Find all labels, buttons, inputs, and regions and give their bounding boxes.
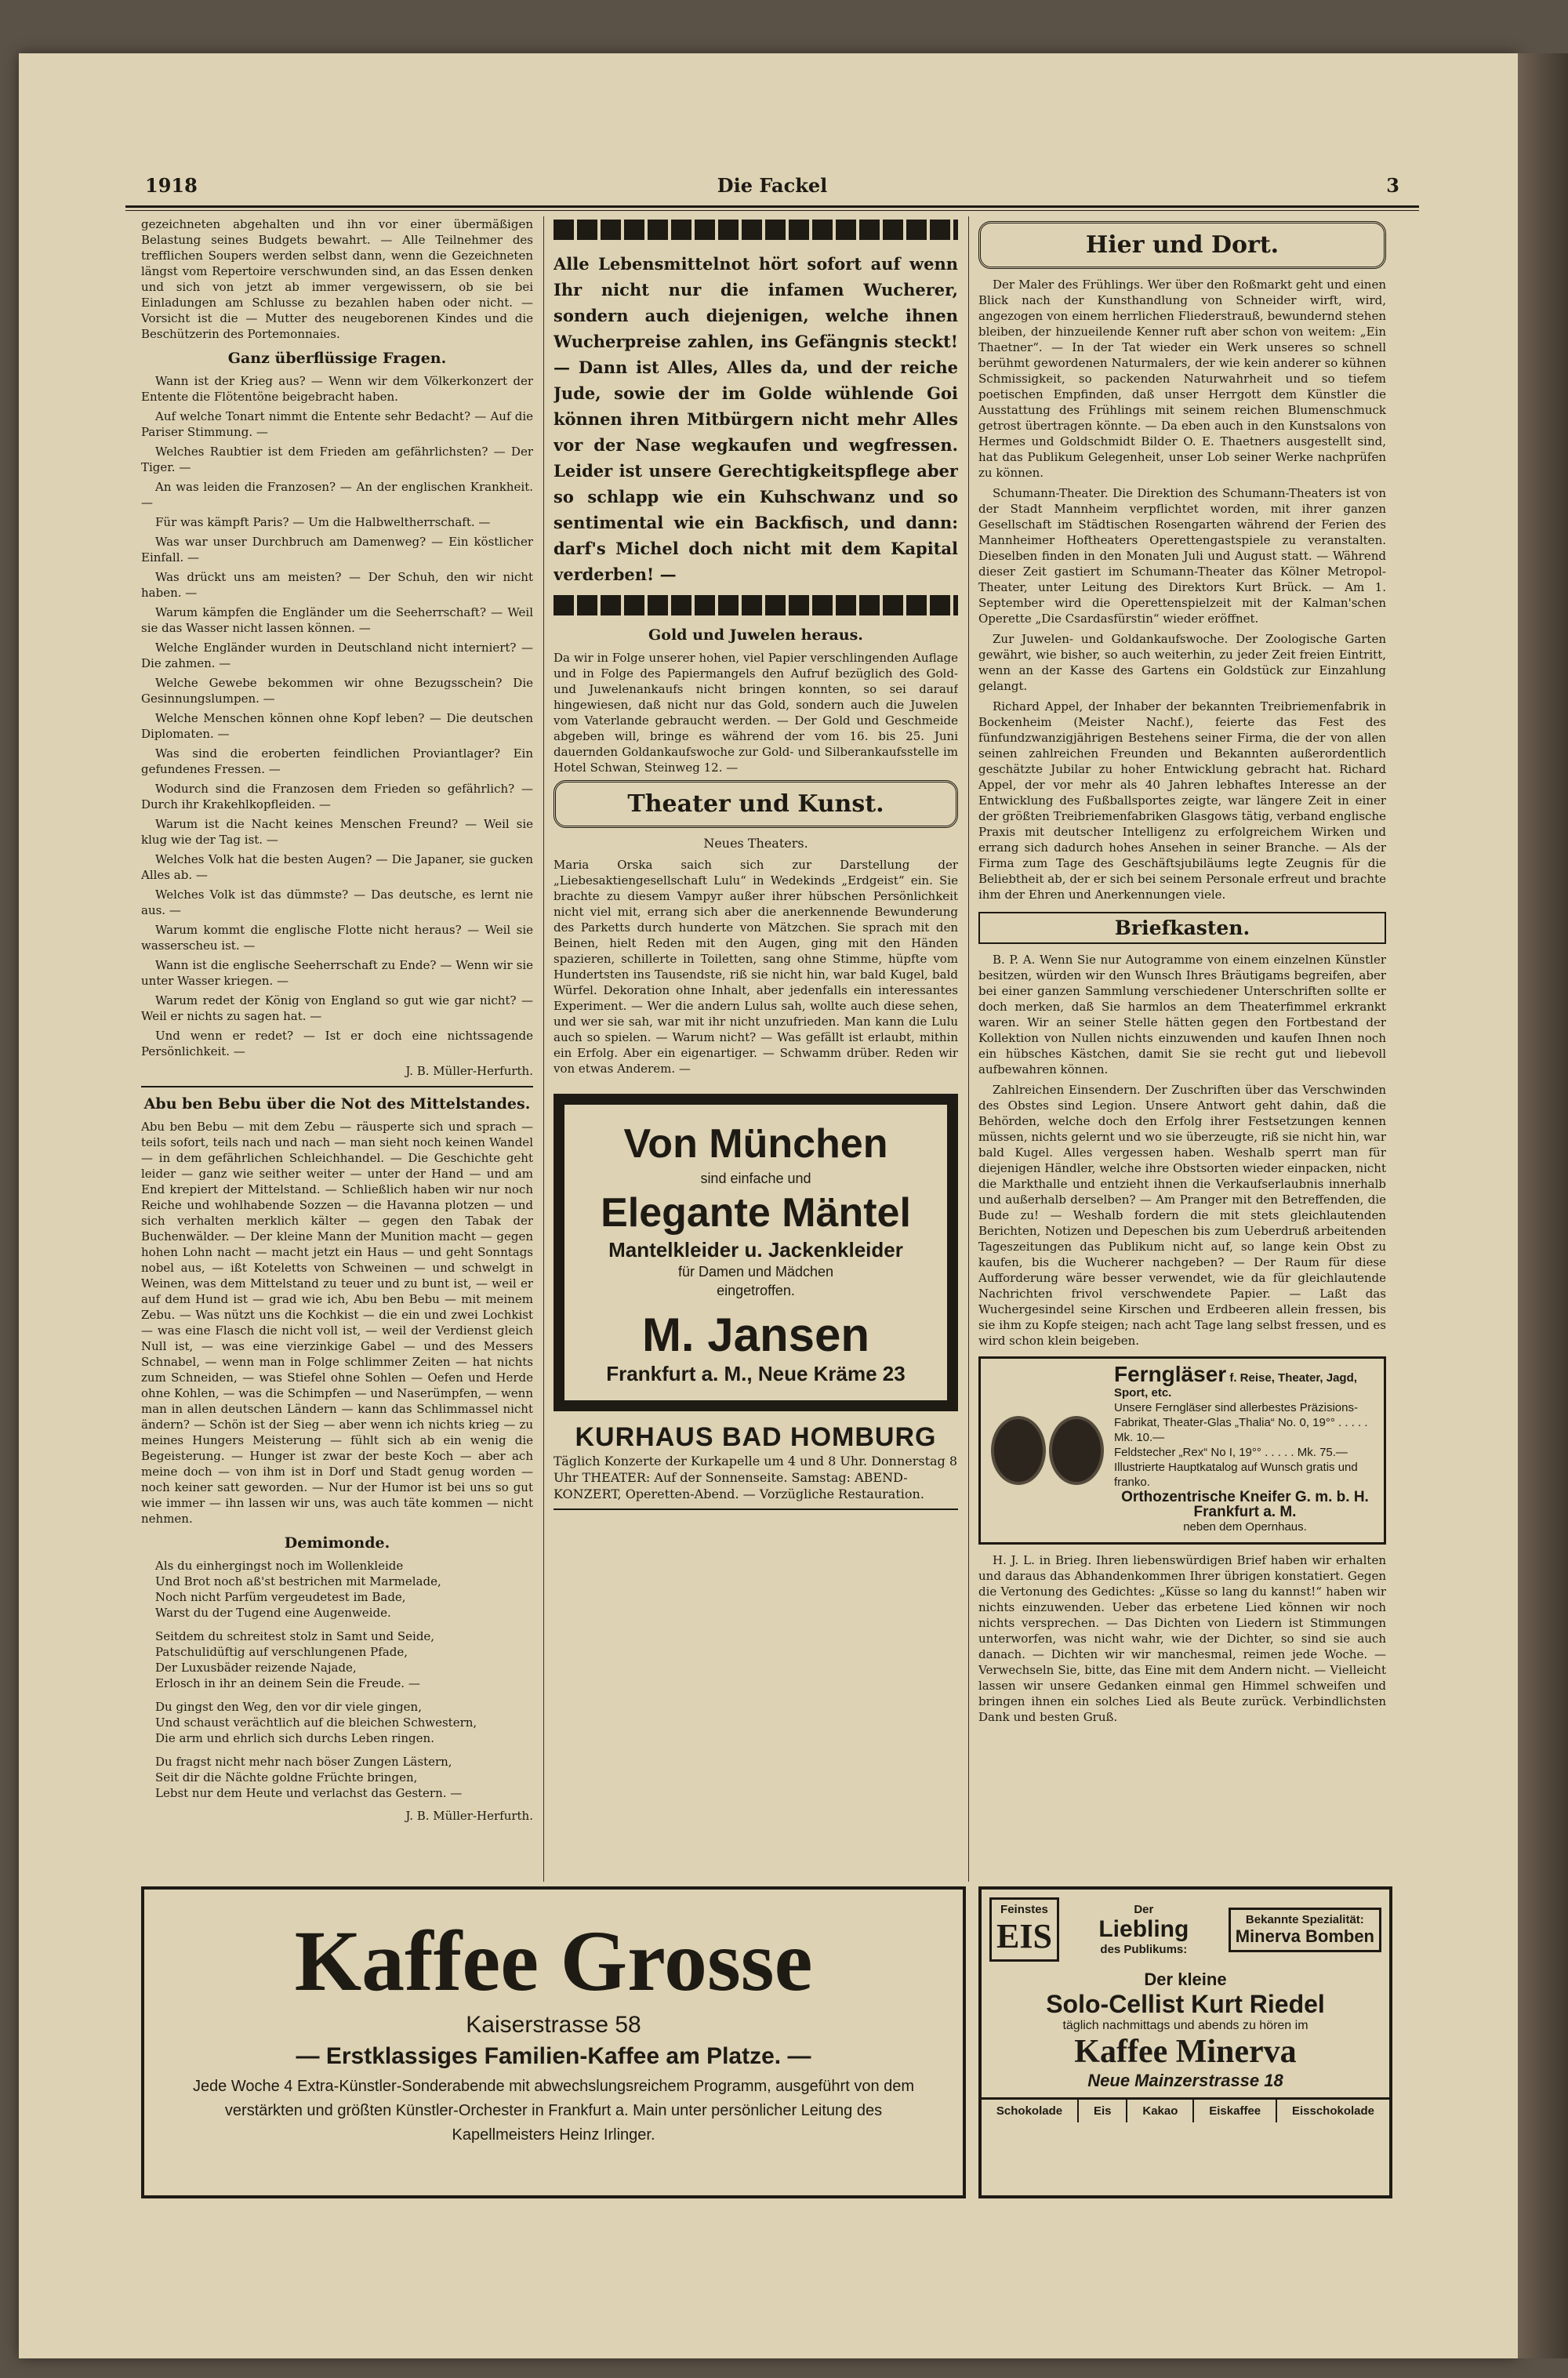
product-item: Schokolade <box>982 2100 1079 2122</box>
ad-text: täglich nachmittags und abends zu hören im <box>1062 2019 1308 2032</box>
page-header <box>145 174 1399 201</box>
ad-top-row <box>982 1890 1389 1970</box>
ad-address: Neue Mainzerstrasse 18 <box>1087 2071 1283 2090</box>
ad-text: des Publikums: <box>1100 1943 1188 1956</box>
ad-text: Mantelkleider u. Jackenkleider <box>608 1238 903 1262</box>
poem-title: Demimonde. <box>284 1534 390 1552</box>
header-rule <box>125 205 1419 208</box>
ad-slogan: — Erstklassiges Familien-Kaffee am Platze. — <box>296 2043 811 2069</box>
ad-text: eingetroffen. <box>717 1283 795 1298</box>
spezialitaet-box <box>1229 1908 1381 1952</box>
fragen-item: Welches Volk ist das dümmste? — Das deutsche, es lernt nie aus. — <box>141 888 533 917</box>
article-intro: gezeichneten abgehalten und ihn vor einer übermäßigen Belastung seines Budgets bewahrt. — Alle Teilnehmer des trefflichen Soupers werden selbst dann, wenn die Gezeichneten längst vom Repertoire verschwunden sind, an das Essen denken und sich von jetzt ab immer vergewissern, ob sie bei Einladungen am Schlusse zu bezahlen haben oder nicht. — Vorsicht ist die — Mutter des neugeborenen Kindes und die Beschützerin des Portemonnaies. <box>141 217 533 341</box>
paragraph: H. J. L. in Brieg. Ihren liebenswürdigen Brief haben wir erhalten und daraus das Abhandenkommen Ihrer übrigen konstatiert. Gegen die Vertonung des Gedichtes: „Küsse so lang du kannst!“ haben wir nichts einzuwenden. Ueber das erbetene Lied können wir noch nichts versprechen. — Das Dichten von Liedern ist Stimmungen unterworfen, was nicht wahr, wie der Dichter, so sind sie auch danach. — Dichten wir wir manchesmal, reimen jede Woche. — Verwechseln Sie, bitte, das Eine mit dem Andern nicht. — Vielleicht lassen wir unsere Gedanken einmal gen Himmel schweifen und bringen ihnen ein solches Lied als Beute zurück. Verbindlichsten Dank und besten Gruß. <box>978 1553 1386 1724</box>
author-signature: J. B. Müller-Herfurth. <box>405 1809 533 1823</box>
column-3 <box>978 216 1386 1883</box>
article-paragraph <box>978 485 1386 626</box>
fragen-item: Für was kämpft Paris? — Um die Halbweltherrschaft. — <box>155 515 491 529</box>
article-theater: Maria Orska saich sich zur Darstellung der „Liebesaktiengesellschaft Lulu“ in Wedekinds „Erdgeist“ ein. Sie brachte zu diesem Vampyr außer ihrer hübschen Persönlichkeit nicht viel mit, errang sich aber die anerkennende Bewunderung des Parketts durch hunderte von Mätzchen. Sie sprach mit den Beinen, hielt Reden mit den Augen, ging mit den Händen spazieren, schillerte in Toiletten, sang ohne Stimme, hüpfte vom Hundertsten ins Tausendste, riß sie nicht hin, war bald Kugel, bald Würfel. Dekoration ohne Inhalt, aber jedenfalls ein interessantes Experiment. — Wer die andern Lulus sah, wollte auch diese sehen, und wer sie sah, war mit ihr nicht unzufrieden. Man kann die Lulu auch so spielen. — Warum nicht? — Was gefällt ist erlaubt, mithin ein Erfolg. Aber ein eigenartiger. — Schwamm drüber. Reden wir von etwas Anderem. — <box>554 858 958 1076</box>
ad-headline: Ferngläser <box>1114 1362 1227 1386</box>
product-item: Kakao <box>1127 2100 1194 2122</box>
section-title-hier: Hier und Dort. <box>978 221 1386 269</box>
ad-kaffee-minerva <box>978 1886 1392 2198</box>
ad-company-name: M. Jansen <box>641 1309 870 1361</box>
fragen-item: Warum ist die Nacht keines Menschen Freund? — Weil sie klug wie der Tag ist. — <box>141 817 533 847</box>
ad-text: Bekannte Spezialität: <box>1245 1912 1364 1926</box>
paragraph: Richard Appel, der Inhaber der bekannten Treibriemenfabrik in Bockenheim (Meister Nachf.), feierte das Fest des fünfundzwanzigjährigen Bestehens seiner Firma, die der von allen seinen zahlreichen Freunden und Bekannten außerordentlich geschätzte Jubilar zu hoher Entwicklung gebracht hat. Richard Appel, der vor mehr als 40 Jahren lebhaftes Interesse an der Entwicklung des Fußballsportes zeigte, war längere Zeit in einer der größten Treibriemenfabriken Glasgows tätig, verband englische Praxis mit deutscher Intelligenz zu erfolgreichem Wirken und errang sich dadurch hohes Ansehen in seiner Branche. — Als der Firma zum Tage des Geschäftsjubiläums legte Zeugnis für die Beliebtheit ab, der er sich bei seinem Personale erfreut und brachte ihm der Ehren und Anerkennungen viele. <box>978 699 1386 902</box>
page-content <box>125 118 1419 2266</box>
product-item: Eisschokolade <box>1291 2104 1375 2118</box>
ad-text: Feinstes <box>1000 1903 1048 1916</box>
fragen-item: Warum kommt die englische Flotte nicht heraus? — Weil sie wasserscheu ist. — <box>141 923 533 953</box>
paragraph: B. P. A. Wenn Sie nur Autogramme von einem einzelnen Künstler besitzen, würden wir den Wunsch Ihres Bräutigams begreifen, aber bei einer ganzen Sammlung verschiedener Unterschriften sollte er doch merken, daß Sie harmlos an dem Theaterfimmel erkrankt waren. Wir an seiner Stelle hätten gegen den Fortbestand der Kollektion von Nullen nichts einzuwenden und kaufen Ihnen noch ein hübsches Kästchen, damit Sie sie recht gut und liebevoll aufbewahren können. <box>978 953 1386 1076</box>
column-2 <box>554 216 958 1883</box>
article-paragraph <box>978 277 1386 481</box>
ad-headline: KURHAUS BAD HOMBURG <box>575 1422 937 1452</box>
fragen-item: Welche Menschen können ohne Kopf leben? — Die deutschen Diplomaten. — <box>141 711 533 741</box>
column-divider <box>968 216 969 1882</box>
ad-text: Feldstecher „Rex“ No I, 19°° . . . . . Mk. 75.— <box>1114 1446 1348 1459</box>
ad-address: Frankfurt a. M., Neue Kräme 23 <box>606 1362 906 1385</box>
ad-address: neben dem Opernhaus. <box>1183 1520 1307 1534</box>
fragen-item: An was leiden die Franzosen? — An der englischen Krankheit. — <box>141 480 533 510</box>
poem-stanza: Als du einhergingst noch im Wollenkleide Und Brot noch aß'st bestrichen mit Marmelade, Noch nicht Parfüm vergeudetest im Bade, Warst du der Tugend eine Augenweide. <box>155 1559 441 1620</box>
ornament-bar <box>554 595 958 615</box>
article-bebu: Abu ben Bebu — mit dem Zebu — räusperte sich und sprach — teils sofort, teils nach und nach — man sieht noch keinen Wandel — in dem gefährlichen Schleichhandel. — Die Geschichte geht leider — ganz wie seither weiter — unter der Hand — und am End krepiert der Mittelstand. — Schließlich haben wir nur noch Reiche und wohlhabende Sozzen — die Havanna plotzen — und sich verhalten merklich kälter — gegen den Tabak der Buchenwälder. — Der kleine Mann der Munition macht — gegen hohen Lohn nacht — macht jetzt ein Haus — und geht Sonntags nobel aus, — ißt Koteletts von Schweinen — und schwelgt in Weinen, was dem Mittelstand zu teuer und zu bunt ist, — weil er auf dem Hund ist — grad wie ich, Abu ben Bebu — mit meinem Zebu. — Was nützt uns die Kochkist — die ein und zwei Lochkist — was eine Flasch die nicht voll ist, — weil der Verdienst gleich Null ist, — was eine vierzinkige Gabel — und des Messers Schnabel, — wenn man in Folge schlimmer Zeiten — hat nichts zum Schneiden, — was Stiefel ohne Sohlen — Oefen und Herde ohne Kohlen, — was die Schimpfen — und Naserümpfen, — wenn man in allen deutschen Ländern — kann das Schlimmassel nicht ändern? — Schön ist der Sieg — aber wenn ich nichts krieg — zu meines Hungers Meisterung — fühlt sich ab ein wenig die Begeisterung. — Hunger ist zwar der beste Koch — aber ach meine doch — von ihm ist in Dorf und Stadt genug worden — noch keiner satt geworden. — Nur der Humor ist bei uns so gut wie immer — ihn lassen wir uns, was auch täte kommen — nicht nehmen. <box>141 1120 533 1526</box>
fragen-item: Wann ist die englische Seeherrschaft zu Ende? — Wenn wir sie unter Wasser kriegen. — <box>141 958 533 988</box>
article-paragraph <box>978 952 1386 1077</box>
ad-headline: Von München <box>623 1121 888 1167</box>
ad-text: Illustrierte Hauptkatalog auf Wunsch gratis und franko. <box>1114 1461 1358 1489</box>
binoculars-icon <box>989 1367 1106 1534</box>
column-divider <box>543 216 544 1882</box>
poem-stanza: Seitdem du schreitest stolz in Samt und Seide, Patschulidüftig auf verschlungenen Pfade, Der Luxusbäder reizende Najade, Erlosch in ihr an deinem Sein die Freude. — <box>155 1629 435 1690</box>
paragraph: Zur Juwelen- und Goldankaufswoche. Der Zoologische Garten gewährt, wie bisher, so auch weiterhin, zu jeder Zeit freien Eintritt, wenn an der Kasse des Gartens ein Goldstück zur Einzahlung gelangt. <box>978 632 1386 693</box>
ad-fernglaeser <box>978 1356 1386 1545</box>
ad-headline: Liebling <box>1098 1916 1189 1942</box>
ad-text-block <box>1114 1362 1376 1534</box>
ad-headline: EIS <box>996 1917 1052 1955</box>
ad-headline: Kaffee Grosse <box>294 1913 813 2009</box>
ad-company-name: Kaffee Minerva <box>1074 2034 1297 2070</box>
header-page-number: 3 <box>1386 174 1399 197</box>
section-title-theater: Theater und Kunst. <box>554 780 958 828</box>
article-title-bebu: Abu ben Bebu über die Not des Mittelstandes. <box>143 1095 531 1113</box>
notice-lebensmittelnot: Alle Lebensmittelnot hört sofort auf wenn Ihr nicht nur die infamen Wucherer, sondern auch diejenigen, welche ihnen Wucherpreise zahlen, ins Gefängnis steckt! — Dann ist Alles, Alles da, und der reiche Jude, sowie der im Golde wühlende Goi können ihren Mitbürgern nicht mehr Alles vor der Nase wegkaufen und wegfressen. Leider ist unsere Gerechtigkeitspflege aber so schlapp wie ein Kuhschwanz und so sentimental wie ein Backfisch, und dann: darf's Michel doch nicht mit dem Kapital verderben! — <box>554 254 958 584</box>
article-title-fragen: Ganz überflüssige Fragen. <box>227 350 447 367</box>
ad-kaffee-grosse <box>141 1886 966 2198</box>
ornament-bar <box>554 220 958 240</box>
fragen-item: Welche Gewebe bekommen wir ohne Bezugsschein? Die Gesinnungslumpen. — <box>141 676 533 706</box>
fragen-item: Und wenn er redet? — Ist er doch eine nichtssagende Persönlichkeit. — <box>141 1029 533 1058</box>
fragen-item: Wodurch sind die Franzosen dem Frieden so gefährlich? — Durch ihr Krakehlkopfleiden. — <box>141 782 533 811</box>
fragen-item: Was sind die eroberten feindlichen Proviantlager? Ein gefundenes Fressen. — <box>141 746 533 776</box>
ad-text: sind einfache und <box>700 1171 811 1186</box>
paragraph: Zahlreichen Einsendern. Der Zuschriften über das Verschwinden des Obstes sind Legion. Unsere Antwort geht dahin, daß die Behörden, welche doch den Erfolg ihrer Festsetzungen kennen müssen, nichts gelernt und wo sie überzeugte, riß sie nicht hin, war bald Kugel. Alles vergessen haben. Weshalb sperrt man für diejenigen Händler, welche ihre Obstsorten wieder einpacken, nicht die Markthalle und entzieht ihnen die Verkaufserlaubnis innerhalb und außerhalb derselben? — Am Pranger mit den Betreffenden, die Bude zu! — Weshalb fordern die mit stets gleichlautenden Berichten, Notizen und Depeschen bis zum Ueberdruß arbeitenden Tageszeitungen das Publikum nicht auf, so lange kein Obst zu kaufen, bis die Wucherer nachgeben? — Der Raum für diese Aufforderung wäre besser verwendet, wie da für gleichlautende Nachrichten frivol verschwendete Papier. — Laßt das Wuchergesindel seine Kirschen und Erdbeeren allein fressen, bis sie ihm zu Kopfe steigen; nach acht Tage lang selbst fressen, und es wird schon klein beigeben. <box>978 1083 1386 1348</box>
product-item: Eis <box>1079 2100 1127 2122</box>
paragraph: Schumann-Theater. Die Direktion des Schumann-Theaters ist von der Stadt Mannheim verpflichtet worden, mit ihrer ganzen Gesellschaft im Städtischen Rosengarten während der Ferien des Mannheimer Hoftheaters Operettengastspiele zu veranstalten. Dieselben finden in den Monaten Juli und August statt. — Während dieser Zeit gastiert im Schumann-Theater das Kölner Metropol-Theater, unter Leitung des Direktors Kurt Brück. — Am 1. September wird die Operettenspielzeit mit der Kalman'schen Operette „Die Csardasfürstin“ wieder eröffnet. <box>978 486 1386 626</box>
subsection-title: Neues Theaters. <box>703 836 808 851</box>
eis-box <box>989 1897 1059 1962</box>
fragen-item: Auf welche Tonart nimmt die Entente sehr Bedacht? — Auf die Pariser Stimmung. — <box>141 409 533 439</box>
lens-shape <box>991 1416 1046 1485</box>
header-rule-thin <box>125 210 1419 211</box>
article-gold: Da wir in Folge unserer hohen, viel Papier verschlingenden Auflage und in Folge des Papiermangels den Aufruf bezüglich des Gold- und Juwelenankaufs nicht bringen konnten, so sei darauf hingewiesen, daß nicht nur das Gold, sondern auch die Juwelen vom Vaterlande gebraucht werden. — Der Gold und Geschmeide abgeben will, bringe es während der vom 16. bis 25. Juni dauernden Goldankaufswoche zur Gold- und Silberankaufsstelle im Hotel Schwan, Steinweg 12. — <box>554 651 958 775</box>
ad-text: Minerva Bomben <box>1235 1926 1374 1946</box>
liebling-block <box>1098 1903 1189 1956</box>
fragen-item: Warum redet der König von England so gut wie gar nicht? — Weil er nichts zu sagen hat. — <box>141 993 533 1023</box>
article-paragraph <box>978 1082 1386 1349</box>
header-title: Die Fackel <box>717 174 828 197</box>
fragen-item: Wann ist der Krieg aus? — Wenn wir dem Völkerkonzert der Entente die Flötentöne beigebracht haben. <box>141 374 533 404</box>
fragen-item: Was drückt uns am meisten? — Der Schuh, den wir nicht haben. — <box>141 570 533 600</box>
book-spine <box>1518 53 1568 2358</box>
author-signature: J. B. Müller-Herfurth. <box>405 1064 533 1078</box>
ad-kurhaus <box>554 1422 958 1510</box>
ad-text: für Damen und Mädchen <box>677 1264 834 1280</box>
header-year: 1918 <box>145 174 198 197</box>
poem-stanza: Du gingst den Weg, den vor dir viele gingen, Und schaust verächtlich auf die bleichen Schwestern, Die arm und ehrlich sich durchs Leben ringen. <box>155 1700 477 1745</box>
article-paragraph <box>978 631 1386 694</box>
ad-company-name: Orthozentrische Kneifer G. m. b. H. Frankfurt a. M. <box>1121 1489 1369 1520</box>
ad-text: Der <box>1134 1903 1154 1916</box>
fragen-list <box>141 373 533 1059</box>
ad-text: Der kleine <box>1144 1970 1227 1989</box>
fragen-item: Welches Raubtier ist dem Frieden am gefährlichsten? — Der Tiger. — <box>141 445 533 474</box>
fragen-item: Welche Engländer wurden in Deutschland nicht interniert? — Die zahmen. — <box>141 641 533 670</box>
ad-text: Täglich Konzerte der Kurkapelle um 4 und 8 Uhr. Donnerstag 8 Uhr THEATER: Auf der Sonnenseite. Samstag: ABEND-KONZERT, Operetten-Abend. — Vorzügliche Restauration. <box>554 1454 958 1501</box>
product-row <box>982 2097 1389 2122</box>
article-title-gold: Gold und Juwelen heraus. <box>648 626 863 644</box>
poem-stanza: Du fragst nicht mehr nach böser Zungen Lästern, Seit dir die Nächte goldne Früchte bringen, Lebst nur dem Heute und verlachst das Gestern. — <box>155 1755 463 1800</box>
ad-text: Unsere Ferngläser sind allerbestes Präzisions-Fabrikat, Theater-Glas „Thalia“ No. 0, 19°° . . . . . Mk. 10.— <box>1114 1401 1368 1444</box>
section-title-briefkasten: Briefkasten. <box>978 912 1386 944</box>
fragen-item: Warum kämpfen die Engländer um die Seeherrschaft? — Weil sie das Wasser nicht lassen können. — <box>141 605 533 635</box>
ad-address: Kaiserstrasse 58 <box>466 2012 641 2038</box>
paragraph: Der Maler des Frühlings. Wer über den Roßmarkt geht und einen Blick nach der Kunsthandlung von Schneider wirft, wird, angezogen von einem herrlichen Fliederstrauß, bewundernd stehen bleiben, der hinzueilende Kenner ruft aber schon von weitem: „Ein Thaetner“. — In der Tat wieder ein Werk unseres so schnell berühmt gewordenen Naturmalers, der wie kein anderer so kühnen Schmissigkeit, so packenden Naturwahrheit und so tiefem poetischen Empfinden, daß unser Herrgott dem Künstler die Ausstattung des Frühlings mit seinem reichen Blumenschmuck getrost übertragen könnte. — Da eben auch in den Kunstsalons von Hermes und Goldschmidt Bilder O. E. Thaetners ausgestellt sind, hat das Publikum Gelegenheit, unser Lob seiner Werke nachprüfen zu können. <box>978 278 1386 480</box>
lens-shape <box>1049 1416 1104 1485</box>
ad-mantel-jansen <box>554 1094 958 1411</box>
divider <box>141 1086 533 1087</box>
product-item: Eiskaffee <box>1194 2100 1277 2122</box>
column-1 <box>141 216 533 1883</box>
ad-text: f. Reise, Theater, Jagd, Sport, etc. <box>1114 1371 1357 1400</box>
article-paragraph <box>978 1552 1386 1725</box>
ad-text: Jede Woche 4 Extra-Künstler-Sonderabende mit abwechslungsreichem Programm, ausgeführt von dem verstärkten und größten Künstler-Orchester in Frankfurt a. Main unter persönlicher Leitung des Kapellmeisters Heinz Irlinger. <box>192 2078 915 2144</box>
fragen-item: Was war unser Durchbruch am Damenweg? — Ein köstlicher Einfall. — <box>141 535 533 565</box>
article-paragraph <box>978 699 1386 902</box>
ad-headline: Solo-Cellist Kurt Riedel <box>1046 1990 1325 2018</box>
fragen-item: Welches Volk hat die besten Augen? — Die Japaner, sie gucken Alles ab. — <box>141 852 533 882</box>
ad-headline: Elegante Mäntel <box>601 1190 911 1236</box>
